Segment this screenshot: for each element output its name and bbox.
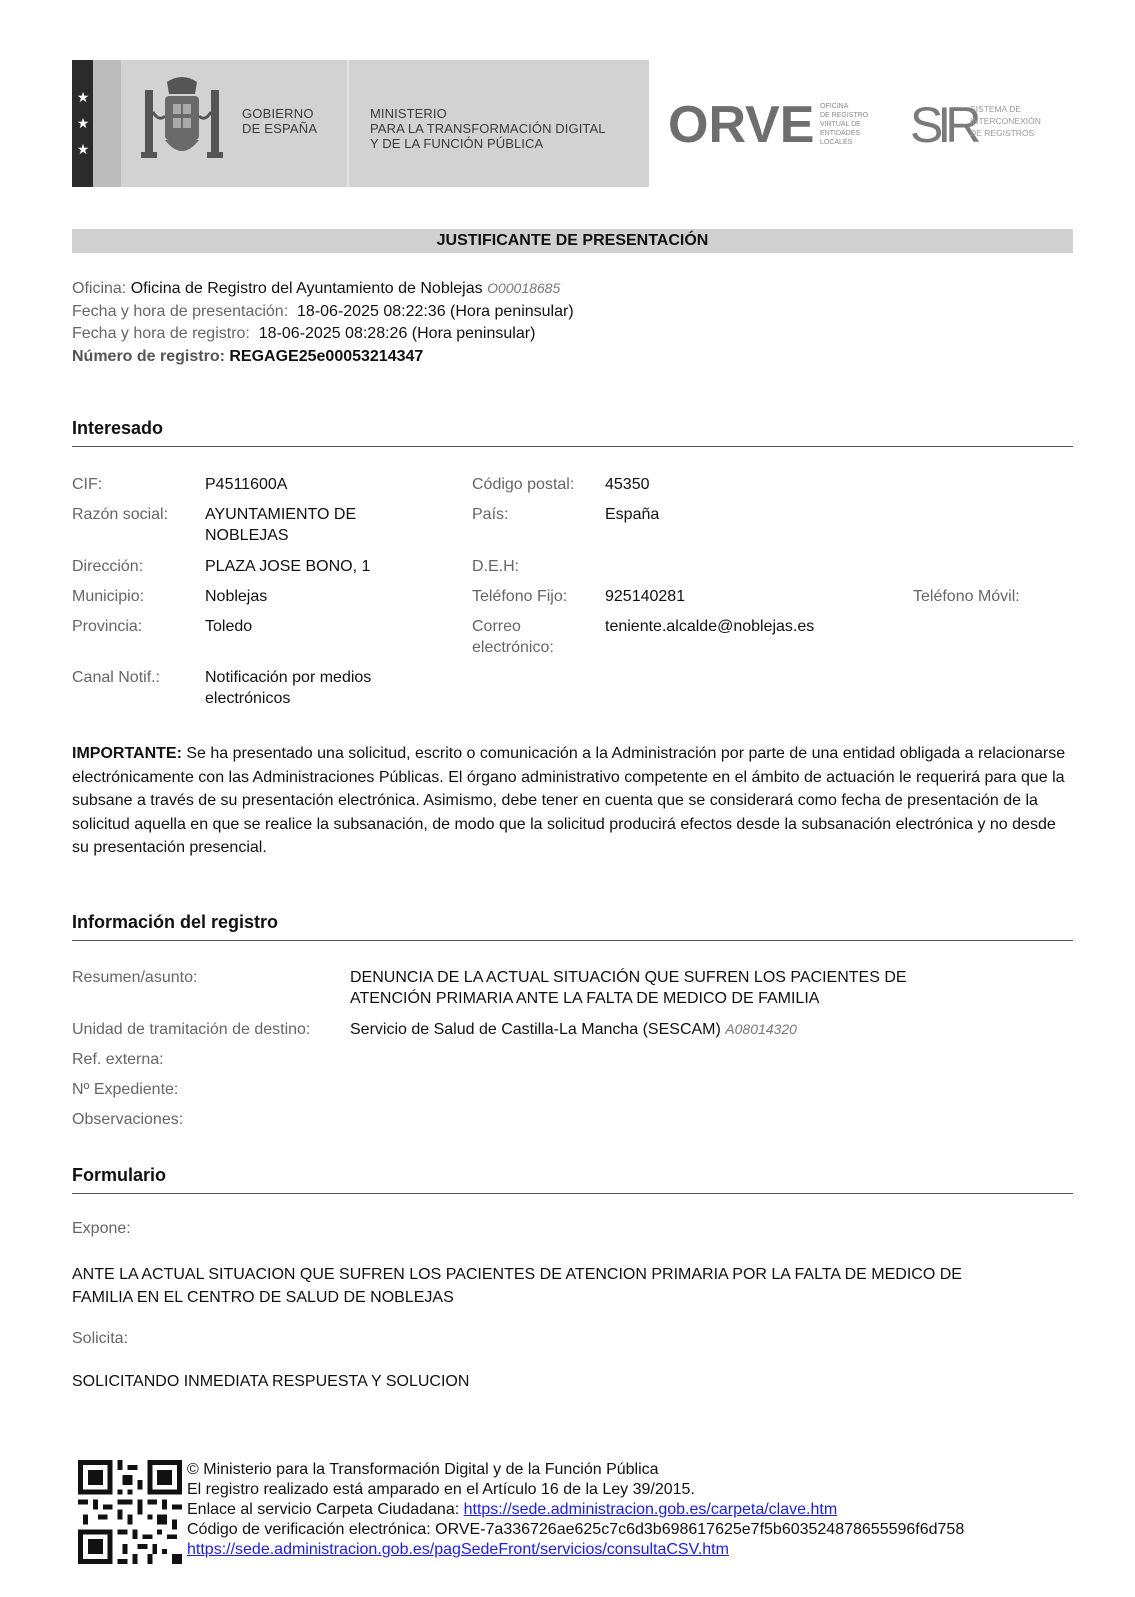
footer-carpeta: Enlace al servicio Carpeta Ciudadana: https://sede.administracion.gob.es/carpeta/clave.htm <box>187 1501 838 1518</box>
qr-code-icon <box>78 1460 182 1564</box>
razon-label: Razón social: <box>72 506 169 523</box>
svg-text:DE REGISTRO: DE REGISTRO <box>820 112 869 119</box>
consulta-csv-link[interactable]: https://sede.administracion.gob.es/pagSedeFront/servicios/consultaCSV.htm <box>187 1541 729 1558</box>
svg-text:INTERCONEXIÓN: INTERCONEXIÓN <box>970 116 1041 126</box>
expone-value: ANTE LA ACTUAL SITUACION QUE SUFREN LOS PACIENTES DE ATENCION PRIMARIA POR LA FALTA DE MEDICO DE FAMILIA EN EL CENTRO DE SALUD DE NOBLEJAS <box>72 1266 962 1306</box>
ref-label: Ref. externa: <box>72 1051 164 1068</box>
direccion-value: PLAZA JOSE BONO, 1 <box>205 558 371 575</box>
section-formulario: Formulario <box>72 1165 1073 1194</box>
correo-value: teniente.alcalde@noblejas.es <box>605 618 815 635</box>
banner-divider <box>347 60 349 187</box>
svg-text:LOCALES: LOCALES <box>820 139 853 146</box>
footer-csv-code: Código de verificación electrónica: ORVE-7a336726ae625c7c6d3b698617625e7f5b603524878655596f6d758 <box>187 1521 965 1538</box>
document-title: JUSTIFICANTE DE PRESENTACIÓN <box>72 229 1073 253</box>
svg-text:DE REGISTROS: DE REGISTROS <box>970 128 1035 138</box>
pais-value: España <box>605 506 660 523</box>
tel-movil-label: Teléfono Móvil: <box>913 588 1020 605</box>
municipio-label: Municipio: <box>72 588 145 605</box>
footer-copyright: © Ministerio para la Transformación Digital y de la Función Pública <box>187 1461 659 1478</box>
razon-value: AYUNTAMIENTO DE NOBLEJAS <box>205 506 357 544</box>
resumen-value: DENUNCIA DE LA ACTUAL SITUACIÓN QUE SUFREN LOS PACIENTES DE ATENCIÓN PRIMARIA ANTE LA FALTA DE MEDICO DE FAMILIA <box>350 969 907 1007</box>
star-icon: ★ <box>76 115 90 131</box>
correo-label: Correo electrónico: <box>472 618 554 656</box>
registration-info: Oficina: Oficina de Registro del Ayuntamiento de Noblejas O00018685 Fecha y hora de presentación: 18-06-2025 08:22:36 (Hora peninsular) Fecha y hora de registro: 18-06-2025 08:28:26 (Hora peninsular) Número de registro: REGAGE25e00053214347 <box>72 280 574 365</box>
svg-text:OFICINA: OFICINA <box>820 103 849 110</box>
cp-value: 45350 <box>605 476 650 493</box>
svg-text:SISTEMA DE: SISTEMA DE <box>970 104 1022 114</box>
section-interesado: Interesado <box>72 418 1073 447</box>
cp-label: Código postal: <box>472 476 575 493</box>
solicita-label: Solicita: <box>72 1330 129 1347</box>
deh-label: D.E.H: <box>472 558 520 575</box>
canal-value: Notificación por medios electrónicos <box>205 669 372 707</box>
flag-stripe <box>93 60 121 187</box>
observaciones-label: Observaciones: <box>72 1111 184 1128</box>
svg-text:ENTIDADES: ENTIDADES <box>820 130 861 137</box>
important-notice: IMPORTANTE: Se ha presentado una solicitud, escrito o comunicación a la Administración por parte de una entidad obligada a relacionarse electrónicamente con las Administraciones Públicas. El órgano administrativo competente en el ámbito de actuación le requerirá para que la subsane a través de su presentación electrónica. Asimismo, debe tener en cuenta que se considerará como fecha de presentación de la solicitud aquella en que se realice la subsanación, de modo que la solicitud producirá efectos desde la subsanación electrónica y no desde su presentación presencial. <box>72 745 1066 856</box>
unidad-value: Servicio de Salud de Castilla-La Mancha (SESCAM) A08014320 <box>350 1021 797 1038</box>
tel-fijo-value: 925140281 <box>605 588 686 605</box>
carpeta-ciudadana-link[interactable]: https://sede.administracion.gob.es/carpeta/clave.htm <box>463 1501 838 1518</box>
resumen-label: Resumen/asunto: <box>72 969 198 986</box>
expone-label: Expone: <box>72 1220 131 1237</box>
orve-logo <box>668 96 878 152</box>
star-icon: ★ <box>76 141 90 157</box>
section-info-registro: Información del registro <box>72 912 1073 941</box>
sir-logo-text: SIR <box>910 97 976 152</box>
flag-bar <box>72 60 93 187</box>
solicita-value: SOLICITANDO INMEDIATA RESPUESTA Y SOLUCION <box>72 1373 470 1390</box>
tel-fijo-label: Teléfono Fijo: <box>472 588 568 605</box>
provincia-label: Provincia: <box>72 618 143 635</box>
cif-label: CIF: <box>72 476 103 493</box>
direccion-label: Dirección: <box>72 558 144 575</box>
sir-logo <box>910 96 1060 152</box>
government-banner <box>72 60 649 187</box>
coat-of-arms-icon <box>137 72 227 172</box>
footer-text <box>187 1460 1087 1560</box>
municipio-value: Noblejas <box>205 588 268 605</box>
orve-logo-text: ORVE <box>668 96 815 152</box>
footer-legal: El registro realizado está amparado en el Artículo 16 de la Ley 39/2015. <box>187 1481 695 1498</box>
pais-label: País: <box>472 506 509 523</box>
star-icon: ★ <box>76 89 90 105</box>
unidad-label: Unidad de tramitación de destino: <box>72 1021 311 1038</box>
gobierno-label: GOBIERNO DE ESPAÑA <box>242 106 318 136</box>
ministerio-label: MINISTERIO PARA LA TRANSFORMACIÓN DIGITAL Y DE LA FUNCIÓN PÚBLICA <box>370 106 606 151</box>
expediente-label: Nº Expediente: <box>72 1081 179 1098</box>
cif-value: P4511600A <box>205 476 288 493</box>
svg-text:VIRTUAL DE: VIRTUAL DE <box>820 121 861 128</box>
canal-label: Canal Notif.: <box>72 669 161 686</box>
provincia-value: Toledo <box>205 618 253 635</box>
